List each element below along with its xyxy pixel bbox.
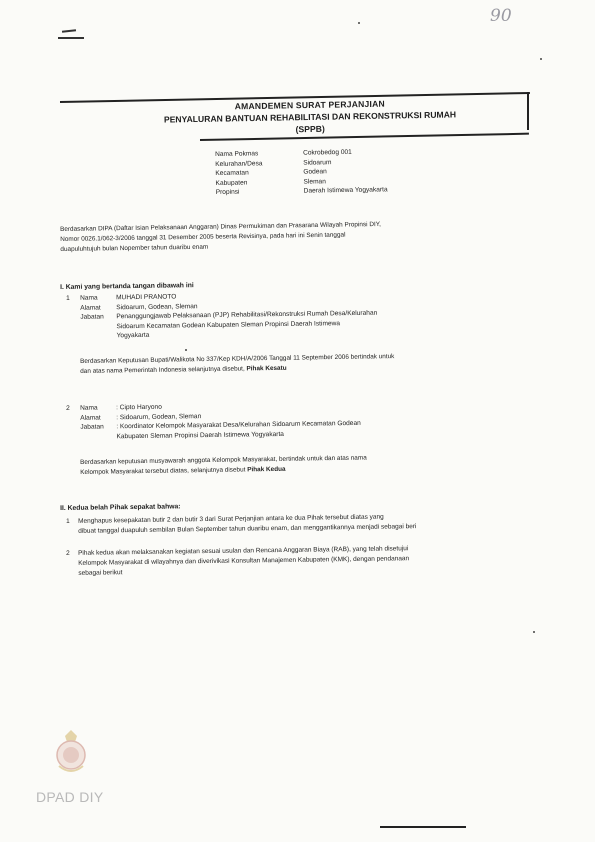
scan-speck <box>540 58 542 60</box>
scan-speck <box>185 349 187 351</box>
party-1 <box>66 290 378 342</box>
intro-line: Nomor 0026.1/062-3/2006 tanggal 31 Desember 2005 beserta Revisinya, pada hari ini Senin tanggal <box>60 231 346 243</box>
title-line-1: AMANDEMEN SURAT PERJANJIAN <box>234 98 385 112</box>
party-number: 1 <box>66 294 70 302</box>
intro-line: Berdasarkan DIPA (Daftar Isian Pelaksanaan Anggaran) Dinas Permukiman dan Prasarana Wilayah Propinsi DIY, <box>60 220 381 233</box>
info-value: Cokrobedog 001 <box>303 148 352 157</box>
basis-line: Berdasarkan Keputusan Bupati/Walikota No 337/Kep KDH/A/2006 Tanggal 11 September 2006 bertindak untuk <box>80 353 395 365</box>
party-name: : Cipto Haryono <box>116 403 162 412</box>
item-number: 2 <box>66 549 70 557</box>
party-address-label: Alamat <box>80 414 101 422</box>
title-side-rule <box>527 92 529 130</box>
section-2-heading: II. Kedua belah Pihak sepakat bahwa: <box>60 503 181 512</box>
footer-rule <box>380 826 466 828</box>
party-address: Sidoarum, Godean, Sleman <box>116 302 198 311</box>
handwritten-page-number: 90 <box>490 6 512 26</box>
scan-speck <box>358 22 360 24</box>
basis-line: dan atas nama Pemerintah Indonesia selanjutnya disebut, <box>80 365 247 375</box>
party-position: Kabupaten Sleman Propinsi Daerah Istimewa Yogyakarta <box>116 430 285 441</box>
party-name-label: Nama <box>80 294 98 302</box>
item-text: Kelompok Masyarakat di wilayahnya dan diverivikasi Konsultan Manajemen Kabupaten (KMK), dengan pendanaan <box>78 555 410 567</box>
party-designation: Pihak Kedua <box>247 465 286 474</box>
party-position: Yogyakarta <box>116 332 150 340</box>
dpad-diy-watermark: DPAD DIY <box>36 789 104 805</box>
item-text: Menghapus kesepakatan butir 2 dan butir 3 dari Surat Perjanjian antara ke dua Pihak tersebut diatas yang <box>78 513 384 525</box>
intro-paragraph <box>60 220 381 254</box>
info-value: Godean <box>303 168 327 176</box>
info-label: Kabupaten <box>215 178 248 187</box>
intro-line: duapuluhtujuh bulan Nopember tahun duaribu enam <box>60 243 209 253</box>
info-row <box>216 185 388 197</box>
party-designation: Pihak Kesatu <box>246 364 287 373</box>
agreement-item-2 <box>66 544 409 578</box>
info-label: Propinsi <box>215 188 240 196</box>
info-value: Daerah Istimewa Yogyakarta <box>303 186 388 195</box>
party-position: : Koordinator Kelompok Masyarakat Desa/Kelurahan Sidoarum Kecamatan Godean <box>116 420 361 431</box>
item-text: dibuat tanggal duapuluh sembilan Bulan September tahun duaribu enam, dan menggantikannya menjadi sebagai beri <box>78 522 417 535</box>
agreement-item-1 <box>66 512 416 536</box>
info-label: Nama Pokmas <box>215 150 259 158</box>
title-line-3: (SPPB) <box>295 123 325 135</box>
party-position: Sidoarum Kecamatan Godean Kabupaten Sleman Propinsi Daerah Istimewa <box>116 319 341 331</box>
party-name-label: Nama <box>80 404 98 412</box>
party-name: MUHADI PRANOTO <box>116 293 177 302</box>
info-value: Sidoarum <box>303 158 332 167</box>
party-number: 2 <box>66 404 70 412</box>
scan-speck <box>533 631 535 633</box>
party-2 <box>66 400 361 442</box>
title-line-2: PENYALURAN BANTUAN REHABILITASI DAN REKONSTRUKSI RUMAH <box>163 109 457 125</box>
party-position-label: Jabatan <box>80 423 104 431</box>
dpad-seal-icon <box>51 728 91 778</box>
info-label: Kecamatan <box>215 169 249 177</box>
party-position-label: Jabatan <box>80 313 104 321</box>
party-2-basis <box>80 453 367 477</box>
party-1-basis <box>80 352 395 377</box>
item-number: 1 <box>66 517 70 525</box>
basis-line: Kelompok Masyarakat tersebut diatas, selanjutnya disebut <box>80 466 248 476</box>
basis-line: Berdasarkan keputusan musyawarah anggota Kelompok Masyarakat, bertindak untuk dan atas nama <box>80 454 367 466</box>
pen-scribble <box>58 30 86 42</box>
info-label: Kelurahan/Desa <box>215 159 263 168</box>
item-text: Pihak kedua akan melaksanakan kegiatan sesuai usulan dan Rencana Anggaran Biaya (RAB), yang telah disetujui <box>78 545 409 557</box>
pokmas-info-table <box>215 147 388 197</box>
party-address: : Sidoarum, Godean, Sleman <box>116 412 202 421</box>
party-address-label: Alamat <box>80 304 101 312</box>
section-1-heading: I. Kami yang bertanda tangan dibawah ini <box>60 282 194 291</box>
info-value: Sleman <box>303 177 326 186</box>
document-title <box>100 96 521 137</box>
party-position: Penanggungjawab Pelaksanaan (PJP) Rehabilitasi/Rekonstruksi Rumah Desa/Kelurahan <box>116 309 378 321</box>
item-text: sebagai berikut <box>78 568 123 577</box>
